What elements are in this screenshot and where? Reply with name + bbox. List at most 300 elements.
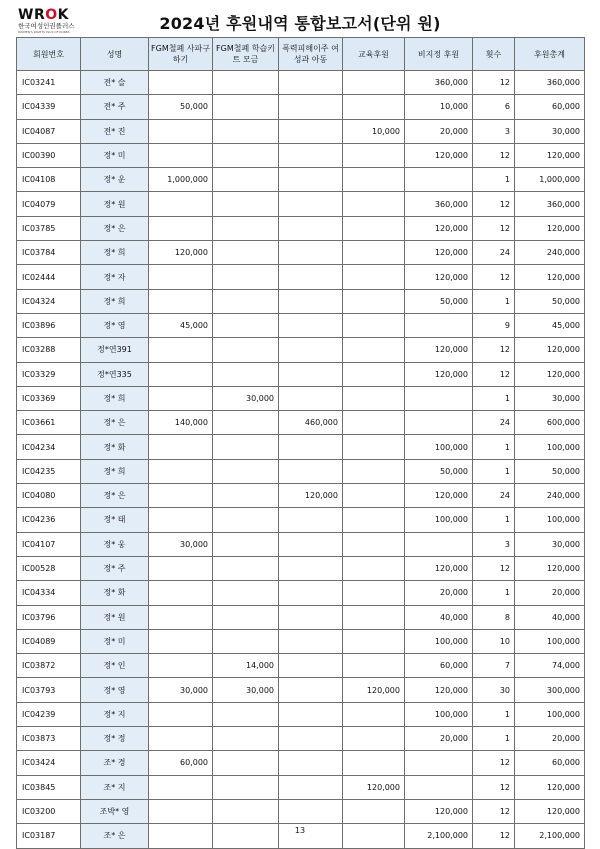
- member-name-cell: 정* 희: [81, 241, 149, 265]
- fgm-kit-cell: [213, 581, 279, 605]
- fgm-kit-cell: [213, 71, 279, 95]
- fgm-kit-cell: [213, 95, 279, 119]
- logo-wordmark-wr: WR: [18, 7, 46, 23]
- violence-victims-cell: [279, 751, 343, 775]
- violence-victims-cell: [279, 143, 343, 167]
- total-cell: 40,000: [515, 605, 585, 629]
- violence-victims-cell: [279, 289, 343, 313]
- member-id-cell: IC03796: [17, 605, 81, 629]
- member-id-cell: IC04324: [17, 289, 81, 313]
- general-donation-cell: 20,000: [405, 119, 473, 143]
- total-cell: 360,000: [515, 192, 585, 216]
- count-cell: 12: [473, 775, 515, 799]
- general-donation-cell: 120,000: [405, 484, 473, 508]
- table-row: [17, 702, 585, 726]
- count-cell: 12: [473, 143, 515, 167]
- fgm-safa-cell: [149, 71, 213, 95]
- fgm-kit-cell: [213, 168, 279, 192]
- table-row: [17, 459, 585, 483]
- count-cell: 1: [473, 581, 515, 605]
- member-name-cell: 정* 미: [81, 629, 149, 653]
- total-cell: 120,000: [515, 216, 585, 240]
- member-name-cell: 정*연391: [81, 338, 149, 362]
- fgm-kit-cell: [213, 775, 279, 799]
- logo-wordmark-o: O: [45, 7, 58, 23]
- violence-victims-cell: [279, 727, 343, 751]
- member-id-cell: IC04334: [17, 581, 81, 605]
- total-cell: 45,000: [515, 313, 585, 337]
- total-cell: 120,000: [515, 362, 585, 386]
- fgm-safa-cell: [149, 799, 213, 823]
- fgm-safa-cell: 30,000: [149, 532, 213, 556]
- table-row: [17, 508, 585, 532]
- count-cell: 1: [473, 459, 515, 483]
- violence-victims-cell: [279, 508, 343, 532]
- general-donation-cell: 120,000: [405, 678, 473, 702]
- member-name-cell: 정* 은: [81, 411, 149, 435]
- total-cell: 30,000: [515, 119, 585, 143]
- total-cell: 120,000: [515, 265, 585, 289]
- count-cell: 12: [473, 799, 515, 823]
- member-id-cell: IC04087: [17, 119, 81, 143]
- education-cell: [343, 168, 405, 192]
- general-donation-cell: 120,000: [405, 556, 473, 580]
- table-row: [17, 241, 585, 265]
- member-name-cell: 전* 주: [81, 95, 149, 119]
- education-cell: [343, 459, 405, 483]
- education-cell: 10,000: [343, 119, 405, 143]
- member-name-cell: 정* 지: [81, 702, 149, 726]
- count-cell: 9: [473, 313, 515, 337]
- fgm-safa-cell: [149, 727, 213, 751]
- fgm-safa-cell: 140,000: [149, 411, 213, 435]
- fgm-kit-cell: [213, 751, 279, 775]
- general-donation-cell: 100,000: [405, 435, 473, 459]
- violence-victims-cell: [279, 71, 343, 95]
- count-cell: 1: [473, 289, 515, 313]
- fgm-kit-cell: [213, 119, 279, 143]
- fgm-safa-cell: [149, 775, 213, 799]
- violence-victims-cell: [279, 95, 343, 119]
- table-row: [17, 435, 585, 459]
- table-row: [17, 775, 585, 799]
- member-id-cell: IC03896: [17, 313, 81, 337]
- fgm-safa-cell: [149, 265, 213, 289]
- general-donation-cell: [405, 313, 473, 337]
- fgm-safa-cell: 45,000: [149, 313, 213, 337]
- general-donation-cell: 120,000: [405, 362, 473, 386]
- table-row: [17, 727, 585, 751]
- fgm-safa-cell: 60,000: [149, 751, 213, 775]
- count-cell: 7: [473, 654, 515, 678]
- count-cell: 6: [473, 95, 515, 119]
- fgm-safa-header: FGM철폐 사파구하기: [149, 38, 213, 71]
- fgm-kit-cell: [213, 216, 279, 240]
- table-body: [17, 71, 585, 849]
- violence-victims-cell: [279, 775, 343, 799]
- member-id-cell: IC03872: [17, 654, 81, 678]
- member-id-cell: IC04080: [17, 484, 81, 508]
- general-donation-cell: 50,000: [405, 459, 473, 483]
- count-cell: 12: [473, 362, 515, 386]
- member-name-cell: 조* 경: [81, 751, 149, 775]
- education-cell: [343, 435, 405, 459]
- table-row: [17, 338, 585, 362]
- fgm-safa-cell: [149, 484, 213, 508]
- total-cell: 100,000: [515, 629, 585, 653]
- table-row: [17, 484, 585, 508]
- count-cell: 24: [473, 484, 515, 508]
- violence-victims-cell: [279, 313, 343, 337]
- fgm-kit-cell: [213, 508, 279, 532]
- education-cell: [343, 654, 405, 678]
- fgm-safa-cell: [149, 216, 213, 240]
- education-cell: [343, 532, 405, 556]
- education-cell: 120,000: [343, 775, 405, 799]
- count-cell: 3: [473, 532, 515, 556]
- total-cell: 100,000: [515, 508, 585, 532]
- member-name-cell: 정* 주: [81, 556, 149, 580]
- member-name-cell: 정* 영: [81, 678, 149, 702]
- fgm-kit-cell: 30,000: [213, 386, 279, 410]
- violence-victims-cell: [279, 605, 343, 629]
- fgm-safa-cell: [149, 556, 213, 580]
- table-row: [17, 799, 585, 823]
- count-cell: 1: [473, 435, 515, 459]
- fgm-safa-cell: 1,000,000: [149, 168, 213, 192]
- count-cell: 12: [473, 751, 515, 775]
- member-id-cell: IC00528: [17, 556, 81, 580]
- table-row: [17, 751, 585, 775]
- fgm-safa-cell: [149, 289, 213, 313]
- total-cell: 50,000: [515, 459, 585, 483]
- total-cell: 1,000,000: [515, 168, 585, 192]
- member-name-cell: 정* 미: [81, 143, 149, 167]
- table-row: [17, 168, 585, 192]
- fgm-kit-cell: [213, 338, 279, 362]
- violence-victims-cell: [279, 216, 343, 240]
- violence-victims-cell: [279, 459, 343, 483]
- member-name-cell: 정* 은: [81, 216, 149, 240]
- total-header: 후원총계: [515, 38, 585, 71]
- education-header: 교육후원: [343, 38, 405, 71]
- member-id-cell: IC00390: [17, 143, 81, 167]
- total-cell: 30,000: [515, 386, 585, 410]
- fgm-kit-cell: [213, 605, 279, 629]
- education-cell: [343, 216, 405, 240]
- fgm-kit-cell: [213, 799, 279, 823]
- fgm-safa-cell: [149, 629, 213, 653]
- general-donation-cell: 120,000: [405, 216, 473, 240]
- member-id-cell: IC02444: [17, 265, 81, 289]
- fgm-safa-cell: 50,000: [149, 95, 213, 119]
- fgm-kit-cell: 14,000: [213, 654, 279, 678]
- total-cell: 360,000: [515, 71, 585, 95]
- count-cell: 1: [473, 702, 515, 726]
- count-cell: 12: [473, 556, 515, 580]
- education-cell: [343, 702, 405, 726]
- violence-victims-cell: [279, 386, 343, 410]
- member-name-cell: 정* 희: [81, 289, 149, 313]
- count-cell: 12: [473, 338, 515, 362]
- member-id-cell: IC03369: [17, 386, 81, 410]
- total-cell: 600,000: [515, 411, 585, 435]
- violence-victims-cell: [279, 119, 343, 143]
- education-cell: [343, 411, 405, 435]
- general-donation-cell: 360,000: [405, 192, 473, 216]
- fgm-kit-cell: [213, 727, 279, 751]
- donation-table: [16, 37, 585, 849]
- general-donation-cell: 20,000: [405, 727, 473, 751]
- member-name-cell: 전* 진: [81, 119, 149, 143]
- member-name-cell: 조* 지: [81, 775, 149, 799]
- table-row: [17, 581, 585, 605]
- table-row: [17, 532, 585, 556]
- total-cell: 60,000: [515, 751, 585, 775]
- education-cell: [343, 241, 405, 265]
- violence-victims-cell: [279, 338, 343, 362]
- logo-wordmark-k: K: [57, 7, 69, 23]
- general-donation-cell: [405, 168, 473, 192]
- fgm-safa-cell: [149, 435, 213, 459]
- education-cell: [343, 289, 405, 313]
- member-id-cell: IC03187: [17, 824, 81, 848]
- count-cell: 12: [473, 71, 515, 95]
- table-row: [17, 556, 585, 580]
- education-cell: [343, 313, 405, 337]
- fgm-kit-cell: [213, 532, 279, 556]
- name-header: 성명: [81, 38, 149, 71]
- count-cell: 10: [473, 629, 515, 653]
- fgm-safa-cell: [149, 605, 213, 629]
- member-name-cell: 정* 화: [81, 435, 149, 459]
- education-cell: [343, 629, 405, 653]
- violence-victims-cell: [279, 556, 343, 580]
- count-cell: 30: [473, 678, 515, 702]
- member-name-cell: 정* 원: [81, 192, 149, 216]
- fgm-kit-header: FGM철폐 학습키트 모금: [213, 38, 279, 71]
- violence-victims-cell: 120,000: [279, 484, 343, 508]
- fgm-kit-cell: [213, 629, 279, 653]
- general-donation-cell: 60,000: [405, 654, 473, 678]
- total-cell: 100,000: [515, 435, 585, 459]
- table-row: [17, 654, 585, 678]
- general-donation-cell: [405, 411, 473, 435]
- fgm-kit-cell: [213, 435, 279, 459]
- violence-victims-cell: [279, 362, 343, 386]
- count-cell: 3: [473, 119, 515, 143]
- general-donation-cell: 100,000: [405, 702, 473, 726]
- education-cell: [343, 581, 405, 605]
- fgm-kit-cell: [213, 313, 279, 337]
- count-cell: 12: [473, 824, 515, 848]
- general-donation-cell: 360,000: [405, 71, 473, 95]
- general-donation-cell: [405, 751, 473, 775]
- general-donation-header: 비지정 후원: [405, 38, 473, 71]
- education-cell: [343, 386, 405, 410]
- total-cell: 2,100,000: [515, 824, 585, 848]
- total-cell: 240,000: [515, 241, 585, 265]
- violence-victims-cell: [279, 241, 343, 265]
- member-id-cell: IC04339: [17, 95, 81, 119]
- member-name-cell: 정* 운: [81, 168, 149, 192]
- fgm-kit-cell: [213, 265, 279, 289]
- table-row: [17, 313, 585, 337]
- fgm-safa-cell: [149, 702, 213, 726]
- general-donation-cell: 20,000: [405, 581, 473, 605]
- table-row: [17, 143, 585, 167]
- member-id-cell: IC03424: [17, 751, 81, 775]
- education-cell: [343, 556, 405, 580]
- general-donation-cell: 40,000: [405, 605, 473, 629]
- member-id-cell: IC04108: [17, 168, 81, 192]
- member-id-cell: IC04236: [17, 508, 81, 532]
- member-name-cell: 정* 웅: [81, 532, 149, 556]
- member-name-cell: 조* 은: [81, 824, 149, 848]
- member-id-cell: IC03329: [17, 362, 81, 386]
- table-row: [17, 386, 585, 410]
- member-name-cell: 조박* 영: [81, 799, 149, 823]
- fgm-safa-cell: 120,000: [149, 241, 213, 265]
- education-cell: [343, 605, 405, 629]
- general-donation-cell: 2,100,000: [405, 824, 473, 848]
- violence-victims-cell: [279, 581, 343, 605]
- violence-victims-cell: [279, 532, 343, 556]
- member-id-cell: IC03845: [17, 775, 81, 799]
- member-id-cell: IC03200: [17, 799, 81, 823]
- fgm-safa-cell: [149, 508, 213, 532]
- count-cell: 12: [473, 216, 515, 240]
- fgm-safa-cell: [149, 143, 213, 167]
- table-header-row: [17, 38, 585, 71]
- member-id-cell: IC03793: [17, 678, 81, 702]
- general-donation-cell: 120,000: [405, 799, 473, 823]
- education-cell: [343, 338, 405, 362]
- member-id-cell: IC04235: [17, 459, 81, 483]
- total-cell: 20,000: [515, 727, 585, 751]
- violence-victims-cell: [279, 265, 343, 289]
- fgm-safa-cell: [149, 362, 213, 386]
- violence-victims-cell: [279, 168, 343, 192]
- general-donation-cell: [405, 532, 473, 556]
- member-id-cell: IC04107: [17, 532, 81, 556]
- member-name-cell: 정* 희: [81, 459, 149, 483]
- education-cell: 120,000: [343, 678, 405, 702]
- table-row: [17, 265, 585, 289]
- education-cell: [343, 95, 405, 119]
- total-cell: 120,000: [515, 556, 585, 580]
- count-cell: 1: [473, 386, 515, 410]
- fgm-kit-cell: [213, 143, 279, 167]
- violence-victims-cell: 460,000: [279, 411, 343, 435]
- member-name-cell: 정* 태: [81, 508, 149, 532]
- education-cell: [343, 484, 405, 508]
- violence-victims-cell: [279, 654, 343, 678]
- fgm-kit-cell: [213, 411, 279, 435]
- member-id-cell: IC03784: [17, 241, 81, 265]
- member-id-cell: IC04239: [17, 702, 81, 726]
- member-name-cell: 정* 은: [81, 484, 149, 508]
- violence-victims-cell: [279, 678, 343, 702]
- fgm-kit-cell: [213, 459, 279, 483]
- general-donation-cell: 10,000: [405, 95, 473, 119]
- fgm-kit-cell: [213, 556, 279, 580]
- member-id-cell: IC03785: [17, 216, 81, 240]
- education-cell: [343, 799, 405, 823]
- total-cell: 60,000: [515, 95, 585, 119]
- logo-korean-name: 한국여성인권플러스: [18, 22, 75, 30]
- member-name-cell: 정* 영: [81, 313, 149, 337]
- total-cell: 30,000: [515, 532, 585, 556]
- count-cell: 24: [473, 411, 515, 435]
- general-donation-cell: [405, 775, 473, 799]
- count-cell: 8: [473, 605, 515, 629]
- member-name-cell: 정* 인: [81, 654, 149, 678]
- fgm-safa-cell: [149, 338, 213, 362]
- member-id-cell: IC03288: [17, 338, 81, 362]
- general-donation-cell: 120,000: [405, 241, 473, 265]
- violence-victims-cell: [279, 799, 343, 823]
- education-cell: [343, 751, 405, 775]
- logo-english-name: WOMEN'S RIGHTS PLUS OF KOREA: [18, 30, 70, 34]
- fgm-safa-cell: [149, 581, 213, 605]
- general-donation-cell: 120,000: [405, 338, 473, 362]
- table-row: [17, 411, 585, 435]
- total-cell: 300,000: [515, 678, 585, 702]
- fgm-kit-cell: [213, 702, 279, 726]
- fgm-safa-cell: [149, 119, 213, 143]
- member-id-cell: IC04089: [17, 629, 81, 653]
- total-cell: 100,000: [515, 702, 585, 726]
- total-cell: 120,000: [515, 799, 585, 823]
- education-cell: [343, 192, 405, 216]
- report-title: 2024년 후원내역 통합보고서(단위 원): [159, 14, 441, 33]
- total-cell: 120,000: [515, 143, 585, 167]
- count-cell: 12: [473, 192, 515, 216]
- table-row: [17, 71, 585, 95]
- fgm-safa-cell: [149, 459, 213, 483]
- member-id-cell: IC04079: [17, 192, 81, 216]
- member-id-cell: IC04234: [17, 435, 81, 459]
- member-name-cell: 정* 희: [81, 386, 149, 410]
- violence-victims-cell: [279, 192, 343, 216]
- table-row: [17, 678, 585, 702]
- count-cell: 24: [473, 241, 515, 265]
- count-cell: 1: [473, 168, 515, 192]
- general-donation-cell: 120,000: [405, 265, 473, 289]
- member-name-cell: 정*연335: [81, 362, 149, 386]
- count-cell: 12: [473, 265, 515, 289]
- table-row: [17, 605, 585, 629]
- education-cell: [343, 508, 405, 532]
- member-name-cell: 정* 정: [81, 727, 149, 751]
- fgm-kit-cell: 30,000: [213, 678, 279, 702]
- table-row: [17, 192, 585, 216]
- total-cell: 74,000: [515, 654, 585, 678]
- page-number: 13: [294, 826, 306, 835]
- fgm-kit-cell: [213, 192, 279, 216]
- education-cell: [343, 265, 405, 289]
- member-name-cell: 정* 화: [81, 581, 149, 605]
- member-name-cell: 전* 슬: [81, 71, 149, 95]
- general-donation-cell: 100,000: [405, 508, 473, 532]
- general-donation-cell: 50,000: [405, 289, 473, 313]
- table-row: [17, 629, 585, 653]
- count-cell: 1: [473, 727, 515, 751]
- total-cell: 20,000: [515, 581, 585, 605]
- fgm-safa-cell: [149, 654, 213, 678]
- member-id-cell: IC03661: [17, 411, 81, 435]
